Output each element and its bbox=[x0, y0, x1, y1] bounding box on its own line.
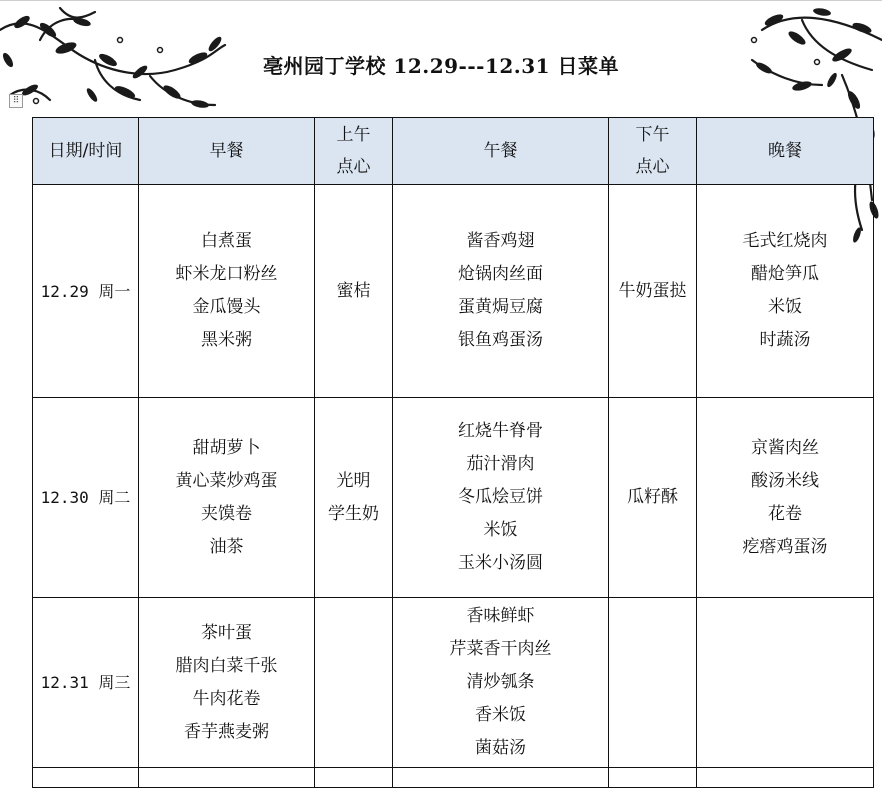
lunch-cell: 酱香鸡翅 炝锅肉丝面 蛋黄焗豆腐 银鱼鸡蛋汤 bbox=[393, 185, 609, 398]
empty-cell bbox=[139, 768, 315, 788]
dinner-cell bbox=[697, 598, 874, 768]
breakfast-cell: 茶叶蛋 腊肉白菜千张 牛肉花卷 香芋燕麦粥 bbox=[139, 598, 315, 768]
pm-snack-cell: 瓜籽酥 bbox=[609, 398, 697, 598]
dinner-cell: 毛式红烧肉 醋炝笋瓜 米饭 时蔬汤 bbox=[697, 185, 874, 398]
breakfast-cell: 白煮蛋 虾米龙口粉丝 金瓜馒头 黑米粥 bbox=[139, 185, 315, 398]
empty-cell bbox=[315, 768, 393, 788]
page-title: 亳州园丁学校 12.29---12.31 日菜单 bbox=[262, 54, 620, 78]
table-row bbox=[33, 185, 874, 398]
header-am-snack: 上午 点心 bbox=[315, 118, 393, 185]
page-top-border bbox=[0, 0, 882, 1]
pm-snack-cell: 牛奶蛋挞 bbox=[609, 185, 697, 398]
am-snack-cell: 蜜桔 bbox=[315, 185, 393, 398]
header-pm-snack: 下午 点心 bbox=[609, 118, 697, 185]
empty-cell bbox=[697, 768, 874, 788]
header-date: 日期/时间 bbox=[33, 118, 139, 185]
table-header-row bbox=[33, 118, 874, 185]
date-cell: 12.30 周二 bbox=[33, 398, 139, 598]
pm-snack-cell bbox=[609, 598, 697, 768]
date-cell: 12.31 周三 bbox=[33, 598, 139, 768]
date-cell: 12.29 周一 bbox=[33, 185, 139, 398]
dinner-cell: 京酱肉丝 酸汤米线 花卷 疙瘩鸡蛋汤 bbox=[697, 398, 874, 598]
header-breakfast: 早餐 bbox=[139, 118, 315, 185]
table-row bbox=[33, 398, 874, 598]
table-row bbox=[33, 768, 874, 788]
am-snack-cell bbox=[315, 598, 393, 768]
empty-cell bbox=[33, 768, 139, 788]
lunch-cell: 红烧牛脊骨 茄汁滑肉 冬瓜烩豆饼 米饭 玉米小汤圆 bbox=[393, 398, 609, 598]
table-row bbox=[33, 598, 874, 768]
empty-cell bbox=[609, 768, 697, 788]
breakfast-cell: 甜胡萝卜 黄心菜炒鸡蛋 夹馍卷 油茶 bbox=[139, 398, 315, 598]
am-snack-cell: 光明 学生奶 bbox=[315, 398, 393, 598]
lunch-cell: 香味鲜虾 芹菜香干肉丝 清炒瓠条 香米饭 菌菇汤 bbox=[393, 598, 609, 768]
header-dinner: 晚餐 bbox=[697, 118, 874, 185]
header-lunch: 午餐 bbox=[393, 118, 609, 185]
table-move-handle[interactable]: ⠿ bbox=[9, 94, 23, 108]
empty-cell bbox=[393, 768, 609, 788]
menu-table bbox=[32, 117, 874, 788]
